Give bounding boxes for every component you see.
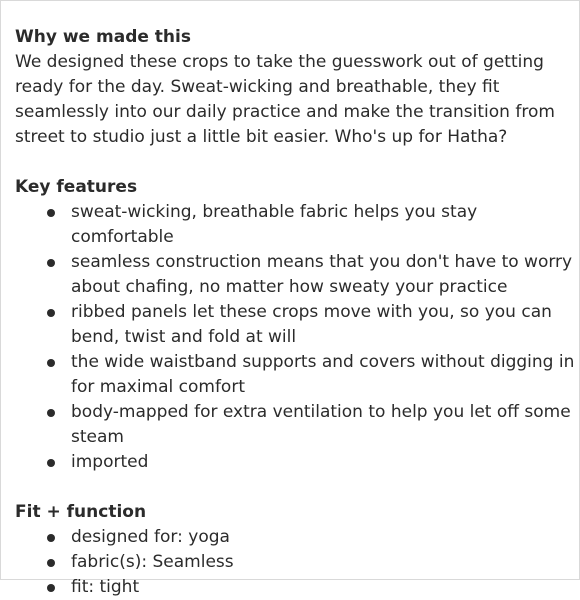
key-features-list	[15, 200, 575, 475]
fit-function-list	[15, 525, 575, 600]
fit-function-heading: Fit + function	[15, 502, 147, 522]
list-item	[71, 525, 575, 550]
list-item	[71, 200, 575, 250]
list-item-text: sweat-wicking, breathable fabric helps you stay comfortable	[71, 202, 478, 247]
bullet-icon	[47, 359, 55, 367]
bullet-icon	[47, 409, 55, 417]
list-item-text: designed for: yoga	[71, 527, 230, 547]
list-item-text: imported	[71, 452, 149, 472]
fit-function-section	[15, 500, 575, 600]
list-item	[71, 250, 575, 300]
list-item	[71, 400, 575, 450]
list-item	[71, 450, 575, 475]
bullet-icon	[47, 534, 55, 542]
list-item	[71, 575, 575, 600]
key-features-heading: Key features	[15, 177, 138, 197]
why-body: We designed these crops to take the guesswork out of getting ready for the day. Sweat-wicking and breathable, they fit seamlessly into our daily practice and make the transition from street to studio just a little bit easier. Who's up for Hatha?	[15, 52, 555, 147]
list-item-text: ribbed panels let these crops move with you, so you can bend, twist and fold at will	[71, 302, 552, 347]
list-item	[71, 550, 575, 575]
section-spacer	[15, 150, 575, 175]
bullet-icon	[47, 259, 55, 267]
list-item-text: body-mapped for extra ventilation to help you let off some steam	[71, 402, 571, 447]
bullet-icon	[47, 209, 55, 217]
list-item	[71, 350, 575, 400]
why-section	[15, 25, 575, 150]
bullet-icon	[47, 459, 55, 467]
list-item-text: fit: tight	[71, 577, 140, 597]
bullet-icon	[47, 584, 55, 592]
description-content	[15, 25, 575, 600]
why-heading: Why we made this	[15, 27, 191, 47]
list-item-text: fabric(s): Seamless	[71, 552, 234, 572]
list-item-text: seamless construction means that you don't have to worry about chafing, no matter how sweaty your practice	[71, 252, 573, 297]
list-item-text: the wide waistband supports and covers without digging in for maximal comfort	[71, 352, 575, 397]
list-item	[71, 300, 575, 350]
bullet-icon	[47, 559, 55, 567]
key-features-section	[15, 175, 575, 475]
section-spacer	[15, 475, 575, 500]
bullet-icon	[47, 309, 55, 317]
